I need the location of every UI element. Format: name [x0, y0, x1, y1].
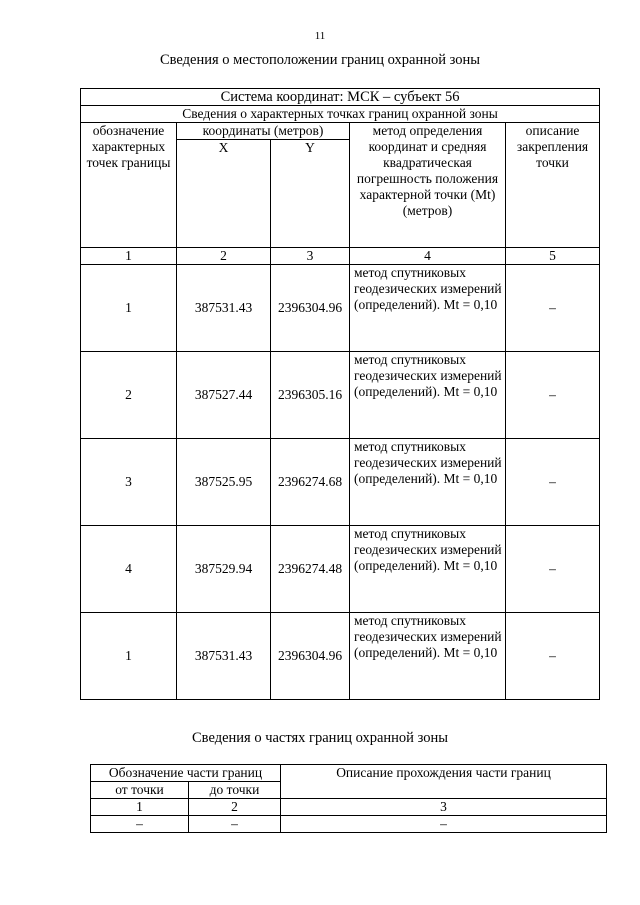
col-from-header: от точки	[91, 782, 189, 799]
col-to-header: до точки	[189, 782, 281, 799]
fixing-cell: –	[506, 526, 600, 613]
coord-system-header: Система координат: МСК – субъект 56	[81, 89, 600, 106]
table-row	[81, 439, 600, 526]
point-designation: 1	[81, 613, 177, 700]
col-y-header: Y	[271, 140, 350, 248]
method-cell: метод спутниковых геодезических измерений (определений). Mt = 0,10	[350, 439, 506, 526]
page-number: 11	[314, 30, 326, 42]
to-point: –	[189, 816, 281, 833]
method-cell: метод спутниковых геодезических измерений (определений). Mt = 0,10	[350, 352, 506, 439]
col-number: 2	[177, 248, 271, 265]
description-cell: –	[281, 816, 607, 833]
col-number: 1	[81, 248, 177, 265]
coord-x: 387531.43	[177, 265, 271, 352]
col-number: 4	[350, 248, 506, 265]
table-row	[81, 613, 600, 700]
col-method-header: метод определения координат и средняя квадратическая погрешность положения характерной точки (Mt) (метров)	[350, 123, 506, 248]
coord-x: 387531.43	[177, 613, 271, 700]
boundary-points-table	[80, 88, 600, 700]
method-cell: метод спутниковых геодезических измерений (определений). Mt = 0,10	[350, 613, 506, 700]
table-row	[81, 265, 600, 352]
point-designation: 3	[81, 439, 177, 526]
section-title-locations: Сведения о местоположении границ охранной зоны	[159, 52, 480, 68]
fixing-cell: –	[506, 439, 600, 526]
table-row	[91, 816, 607, 833]
fixing-cell: –	[506, 613, 600, 700]
point-designation: 4	[81, 526, 177, 613]
coord-y: 2396304.96	[271, 265, 350, 352]
coord-y: 2396304.96	[271, 613, 350, 700]
col-number: 3	[271, 248, 350, 265]
coord-y: 2396305.16	[271, 352, 350, 439]
col-x-header: X	[177, 140, 271, 248]
fixing-cell: –	[506, 352, 600, 439]
coord-x: 387529.94	[177, 526, 271, 613]
col-number: 5	[506, 248, 600, 265]
coord-y: 2396274.68	[271, 439, 350, 526]
col-coordinates-header: координаты (метров)	[177, 123, 350, 140]
method-cell: метод спутниковых геодезических измерений (определений). Mt = 0,10	[350, 265, 506, 352]
table-row	[81, 352, 600, 439]
method-cell: метод спутниковых геодезических измерений (определений). Mt = 0,10	[350, 526, 506, 613]
col-designation-header: обозначение характерных точек границы	[81, 123, 177, 248]
points-header: Сведения о характерных точках границ охранной зоны	[81, 106, 600, 123]
col-number: 1	[91, 799, 189, 816]
coord-x: 387525.95	[177, 439, 271, 526]
table-row	[81, 526, 600, 613]
point-designation: 2	[81, 352, 177, 439]
coord-x: 387527.44	[177, 352, 271, 439]
col-number: 3	[281, 799, 607, 816]
fixing-cell: –	[506, 265, 600, 352]
from-point: –	[91, 816, 189, 833]
boundary-parts-table	[90, 764, 607, 833]
col-number: 2	[189, 799, 281, 816]
col-part-designation-header: Обозначение части границ	[91, 765, 281, 782]
coord-y: 2396274.48	[271, 526, 350, 613]
point-designation: 1	[81, 265, 177, 352]
col-description-header: Описание прохождения части границ	[281, 765, 607, 799]
col-fixing-header: описание закрепления точки	[506, 123, 600, 248]
section-title-parts: Сведения о частях границ охранной зоны	[192, 730, 448, 746]
